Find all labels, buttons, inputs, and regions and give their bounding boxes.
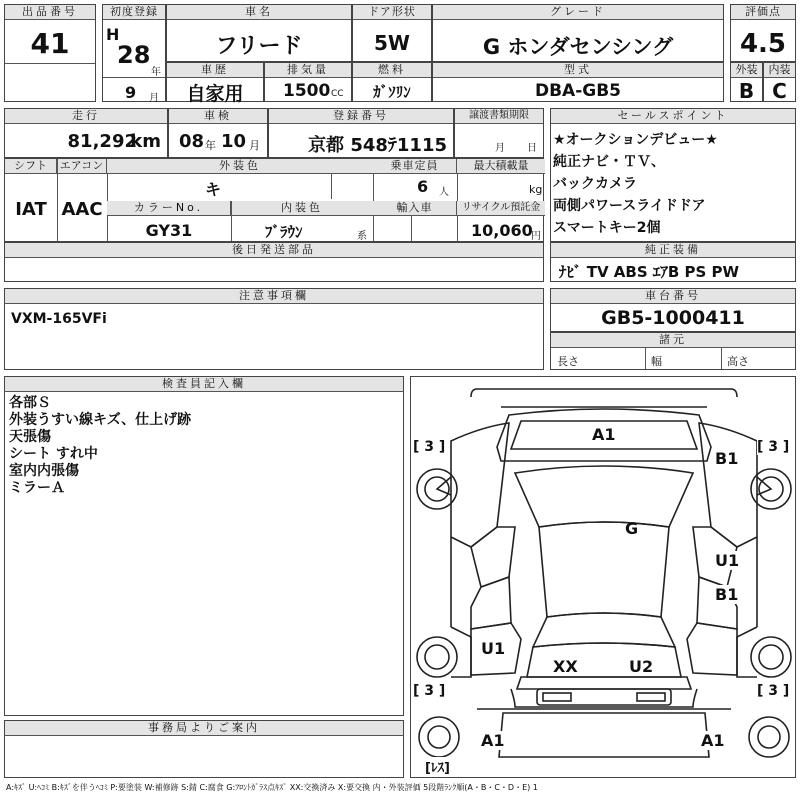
color-value: キ [205,180,222,199]
sales-line: 純正ナビ・ＴＶ、 [553,154,665,170]
spec-block [4,158,544,242]
month-value: 9 [125,83,137,102]
office-box [4,720,404,778]
load-unit: kg [529,183,543,196]
mark-left-rear: U1 [481,639,506,658]
mileage-unit: km [130,131,161,152]
tire-rear-left: [ 3 ] [413,683,446,699]
later-parts-box [4,242,544,282]
history-label: 車歴 [167,63,263,78]
door-box [352,4,432,62]
fuel-value: ｶﾞｿﾘﾝ [373,83,411,101]
inspector-label: 検査員記入欄 [5,377,403,392]
year-value: 28 [117,41,151,69]
color-label: 外装色 [107,159,373,174]
inspection-box [168,108,268,158]
era-value: H [106,25,120,44]
chassis-box [550,288,796,332]
capacity-value: 6 [417,177,429,196]
mileage-value: 81,292 [67,131,137,152]
grade-label: グレード [433,5,723,20]
recycle-label: リサイクル預託金 [457,201,545,216]
mark-right-door-front: U1 [715,551,740,570]
ext-value: B [738,79,755,103]
tire-front-left: [ 3 ] [413,439,446,455]
history-value: 自家用 [186,83,244,105]
mark-rear-bumper-left: A1 [481,731,505,750]
mark-rear-left: XX [553,657,578,676]
displacement-unit: CC [331,89,344,99]
door-value: 5W [374,31,410,55]
specs-label: 諸元 [551,333,795,348]
grade-box [432,4,724,62]
reg-no-box [268,108,454,158]
inspector-line: ミラーＡ [9,480,65,496]
mileage-label: 走行 [5,109,167,124]
first-reg-box [102,4,166,102]
spare-tire: [ﾚｽ] [425,757,450,776]
specs-box [550,332,796,370]
capacity-unit: 人 [439,187,449,198]
displacement-value: 1500 [283,81,331,101]
mileage-box [4,108,168,158]
color-no-label: カラーNo. [107,201,231,216]
insp-year-unit: 年 [205,139,216,152]
capacity-label: 乗車定員 [373,159,457,174]
office-label: 事務局よりご案内 [5,721,403,736]
lot-label: 出品番号 [5,5,95,20]
displacement-box [264,62,352,102]
displacement-label: 排気量 [265,63,351,78]
chassis-value: GB5-1000411 [601,307,745,329]
inspector-box [4,376,404,716]
year-unit: 年 [151,67,161,78]
sales-line: 両側パワースライドドア [553,198,706,214]
mark-front-right: B1 [715,449,739,468]
sales-box [550,108,796,242]
equipment-box [550,242,796,282]
month-unit: 月 [149,93,159,104]
mark-windshield: G [625,519,639,538]
car-diagram [410,376,796,778]
int-box [763,62,796,102]
model-value: DBA-GB5 [534,81,622,101]
mark-hood: A1 [592,425,616,444]
model-box [432,62,724,102]
inspector-line: 外装うすい線キズ、仕上げ跡 [9,412,192,428]
score-value: 4.5 [739,29,787,59]
ext-label: 外装 [731,63,762,78]
fuel-label: 燃料 [353,63,431,78]
ext-box [730,62,763,102]
reg-no-value: 京都 548ﾃ1115 [308,135,447,156]
insp-month: 10 [221,131,247,152]
fuel-box [352,62,432,102]
tire-rear-right: [ 3 ] [757,683,790,699]
transfer-month: 月 [495,143,505,154]
score-box [730,4,796,62]
lot-value: 41 [30,27,70,60]
transfer-box [454,108,544,158]
car-name-label: 車名 [167,5,351,20]
equipment-value: ﾅﾋﾞ TV ABS ｴｱB PS PW [559,263,740,281]
inspector-line: 各部Ｓ [9,395,51,411]
sales-line: スマートキー2個 [553,220,661,236]
mark-right-door-rear: B1 [715,585,739,604]
first-reg-label: 初度登録 [103,5,165,20]
tire-front-right: [ 3 ] [757,439,790,455]
grade-value: G ホンダセンシング [482,35,674,59]
sales-line: ★オークションデビュー★ [553,132,718,148]
int-value: C [772,79,787,103]
sales-line: バックカメラ [553,176,637,192]
notes-box [4,288,544,370]
mark-rear-bumper-right: A1 [701,731,725,750]
car-name-value: フリード [215,34,303,59]
chassis-label: 車台番号 [551,289,795,304]
int-color-value: ﾌﾞﾗｳﾝ [265,223,303,241]
ac-label: エアコン [57,159,107,174]
shift-value: IAT [15,199,47,220]
inspection-label: 車検 [169,109,267,124]
legend-text: A:ｷｽﾞ U:ﾍｺﾐ B:ｷｽﾞを伴うﾍｺﾐ P:要塗装 W:補修跡 S:錆 C:腐食 G:ﾌﾛﾝﾄｶﾞﾗｽ点ｷｽﾞ XX:交換済み X:要交換 内・外装評価 5段階ﾗﾝｸ順(A・B・C・D・E) 1 [6,783,538,792]
insp-month-unit: 月 [249,139,260,152]
int-label: 内装 [764,63,795,78]
notes-label: 注意事項欄 [5,289,543,304]
inspector-line: 室内内張傷 [9,463,79,479]
int-color-label: 内装色 [231,201,373,216]
model-label: 型式 [433,63,723,78]
sales-label: セールスポイント [551,109,795,124]
inspector-line: 天張傷 [9,429,51,445]
int-color-unit: 系 [357,231,367,242]
shift-label: シフト [5,159,57,174]
recycle-value: 10,060 [471,221,533,240]
equipment-label: 純正装備 [551,243,795,258]
transfer-label: 譲渡書類期限 [455,109,543,124]
transfer-day: 日 [527,143,537,154]
car-name-box [166,4,352,62]
load-label: 最大積載量 [457,159,545,174]
insp-year: 08 [179,131,205,152]
later-parts-label: 後日発送部品 [5,243,543,258]
lot-box [4,4,96,102]
spec-width: 幅 [651,355,662,368]
history-box [166,62,264,105]
door-label: ドア形状 [353,5,431,20]
import-label: 輸入車 [373,201,457,216]
spec-height: 高さ [727,355,749,368]
ac-value: AAC [61,199,103,220]
score-label: 評価点 [731,5,795,20]
mark-rear-right: U2 [629,657,654,676]
spec-length: 長さ [557,355,579,368]
color-no-value: GY31 [145,221,193,240]
recycle-unit: 円 [531,231,541,242]
inspector-line: シート すれ中 [9,446,98,462]
reg-no-label: 登録番号 [269,109,453,124]
notes-value: VXM-165VFi [11,311,107,327]
